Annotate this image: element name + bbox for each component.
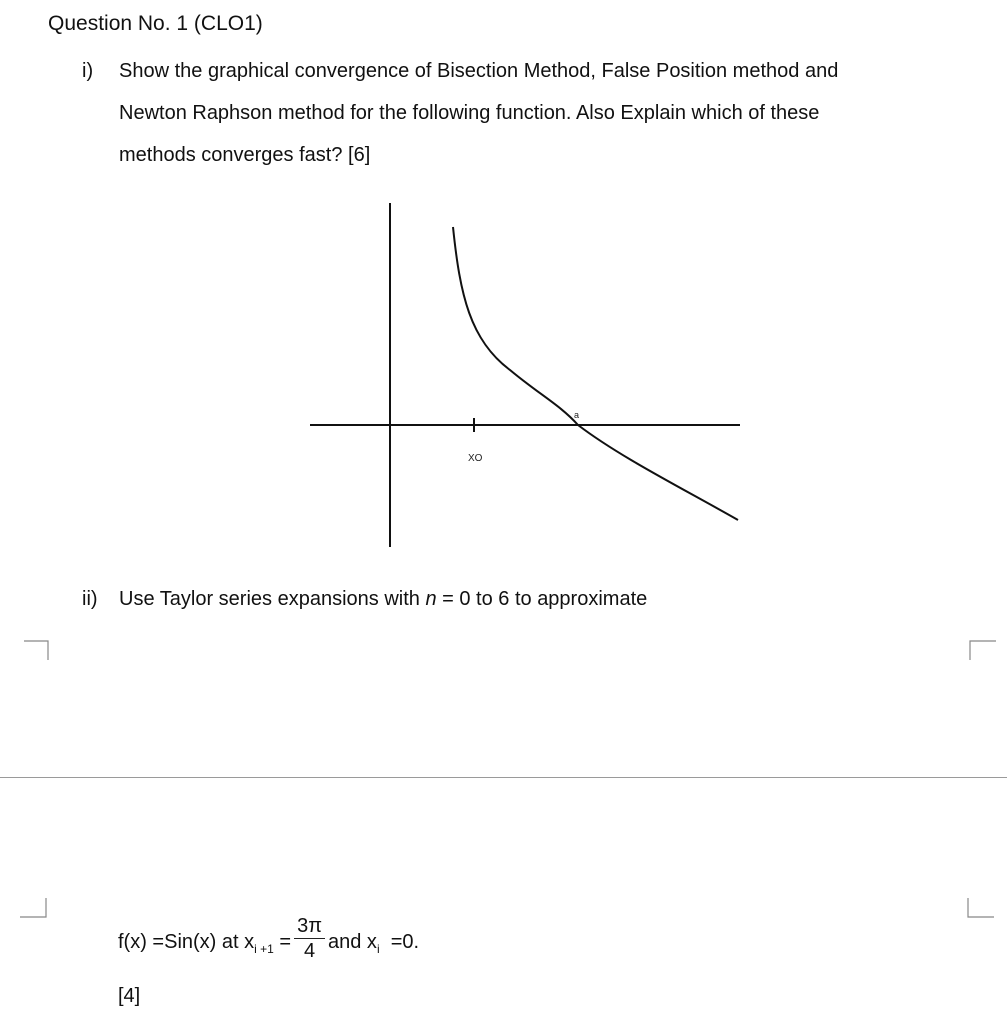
part-i-line-3: methods converges fast? [6] [119, 144, 371, 166]
formula-fraction [294, 914, 325, 963]
x0-label: XO [468, 453, 483, 464]
root-label: a [574, 410, 580, 420]
part-i-line-2: Newton Raphson method for the following function. Also Explain which of these [119, 102, 820, 124]
part-ii-text-before: Use Taylor series expansions with [119, 588, 426, 610]
part-i-label: i) [82, 60, 94, 82]
page-corner-mark-bottom-right [966, 898, 994, 918]
question-heading: Question No. 1 (CLO1) [48, 12, 263, 35]
page-corner-mark-top-right [968, 640, 996, 660]
formula-subscript-i-plus-1: i +1 [254, 941, 274, 956]
fraction-denominator: 4 [303, 940, 316, 962]
n-symbol: n [425, 588, 437, 610]
page-corner-mark-bottom-left [20, 898, 48, 918]
function-graph [300, 195, 750, 555]
taylor-formula [118, 915, 420, 967]
part-ii-text-after: = 0 to 6 to approximate [436, 588, 648, 610]
function-curve [453, 227, 738, 520]
part-ii-text [119, 578, 647, 620]
part-i-line-1: Show the graphical convergence of Bisection Method, False Position method and [119, 60, 839, 82]
formula-subscript-i: i [376, 941, 380, 956]
formula-equals: = [279, 930, 292, 953]
marks-label: [4] [118, 985, 141, 1007]
formula-end: =0. [379, 930, 420, 953]
page-corner-mark-top-left [24, 640, 52, 660]
part-ii-label: ii) [82, 588, 98, 610]
page-break-line [0, 777, 1007, 778]
fraction-numerator: 3π [294, 914, 325, 939]
formula-and-x: and x [328, 930, 377, 953]
formula-lhs: f(x) =Sin(x) at x [118, 930, 255, 953]
